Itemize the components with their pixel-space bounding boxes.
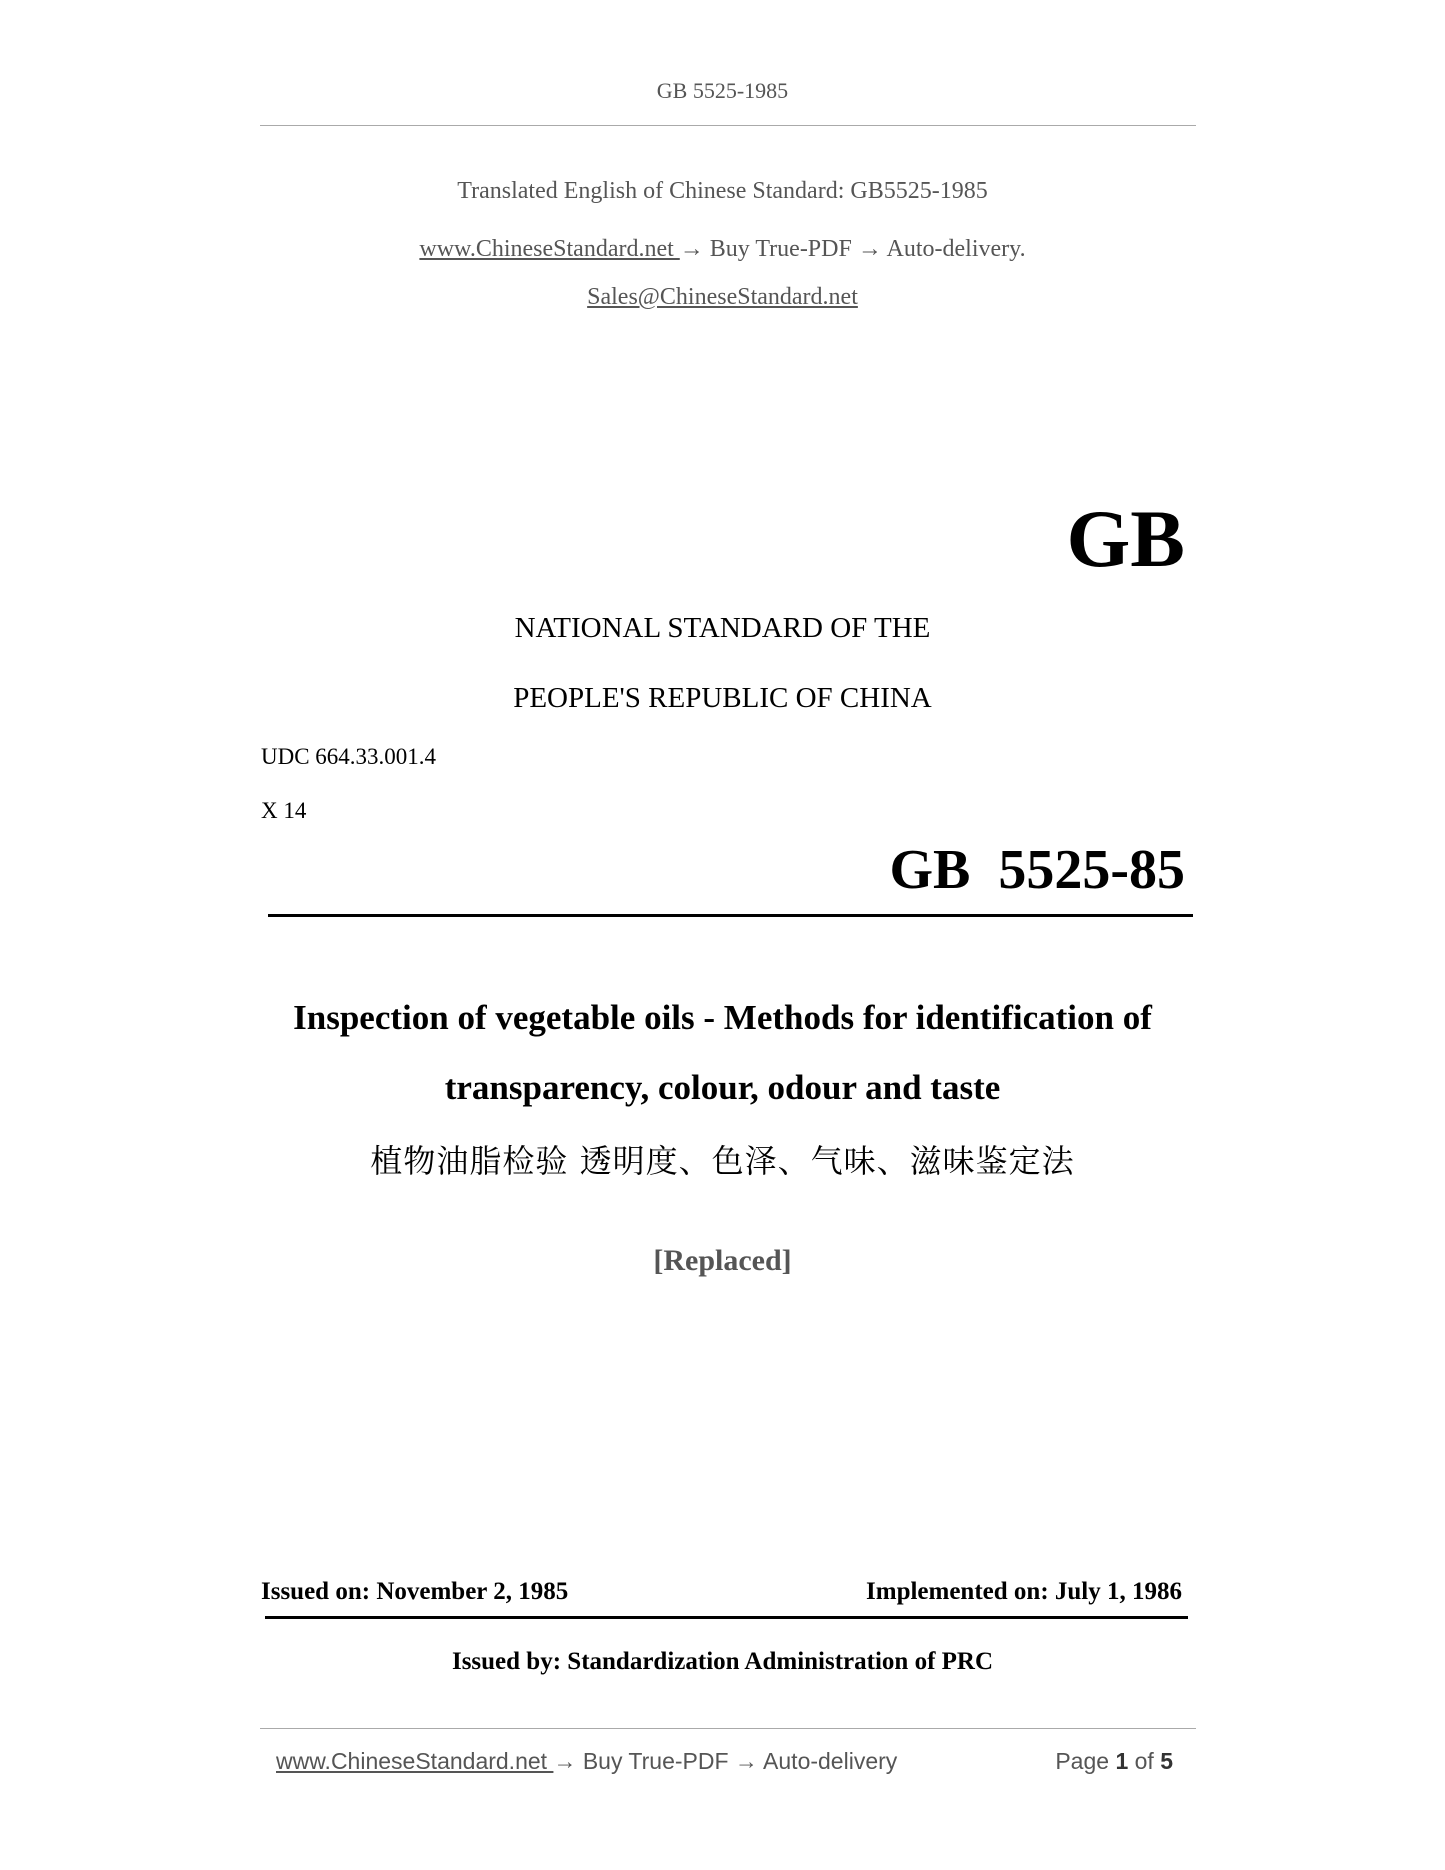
site-link[interactable]: www.ChineseStandard.net: [419, 236, 680, 262]
issued-on-date: Issued on: November 2, 1985: [261, 1578, 569, 1605]
gb-mark: GB: [1066, 493, 1185, 584]
footer-buy-text: Buy True-PDF: [576, 1748, 735, 1774]
arrow-right-icon: →: [679, 236, 704, 262]
status-badge: [Replaced]: [653, 1244, 792, 1277]
auto-delivery-text: Auto-delivery.: [881, 236, 1026, 262]
footer-site-link[interactable]: www.ChineseStandard.net: [276, 1748, 554, 1774]
title-chinese: 植物油脂检验 透明度、色泽、气味、滋味鉴定法: [370, 1142, 1075, 1180]
footer-delivery-text: Auto-delivery: [757, 1748, 898, 1774]
promo-line: [0, 236, 1445, 263]
arrow-right-icon: →: [734, 1748, 758, 1774]
buy-true-pdf-text: Buy True-PDF: [703, 236, 858, 262]
arrow-right-icon: →: [553, 1748, 577, 1774]
issued-by: Issued by: Standardization Administration of PRC: [451, 1648, 994, 1675]
email-line: [0, 284, 1445, 311]
footer-promo: [276, 1748, 897, 1775]
of-label: of: [1128, 1748, 1161, 1774]
page-total: 5: [1160, 1748, 1173, 1774]
dates-divider: [265, 1616, 1188, 1619]
standard-number: GB 5525-85: [889, 839, 1185, 901]
national-standard-line2: PEOPLE'S REPUBLIC OF CHINA: [513, 682, 932, 714]
title-line1: Inspection of vegetable oils - Methods for identification of: [293, 998, 1152, 1037]
page-number: 1: [1115, 1748, 1129, 1774]
page-label: Page: [1055, 1748, 1116, 1774]
standard-number-divider: [268, 914, 1193, 917]
running-header-title: GB 5525-1985: [656, 78, 789, 103]
sales-email-link[interactable]: Sales@ChineseStandard.net: [587, 284, 858, 310]
title-line2: transparency, colour, odour and taste: [444, 1068, 1001, 1107]
translated-notice: Translated English of Chinese Standard: GB5525-1985: [457, 178, 988, 204]
implemented-on-date: Implemented on: July 1, 1986: [866, 1578, 1182, 1605]
national-standard-line1: NATIONAL STANDARD OF THE: [514, 612, 931, 644]
page-indicator: [1055, 1748, 1173, 1775]
udc-code: UDC 664.33.001.4: [261, 744, 437, 769]
header-divider: [260, 125, 1196, 126]
footer-divider: [260, 1728, 1196, 1729]
arrow-right-icon: →: [857, 236, 882, 262]
classification-code: X 14: [261, 798, 307, 823]
